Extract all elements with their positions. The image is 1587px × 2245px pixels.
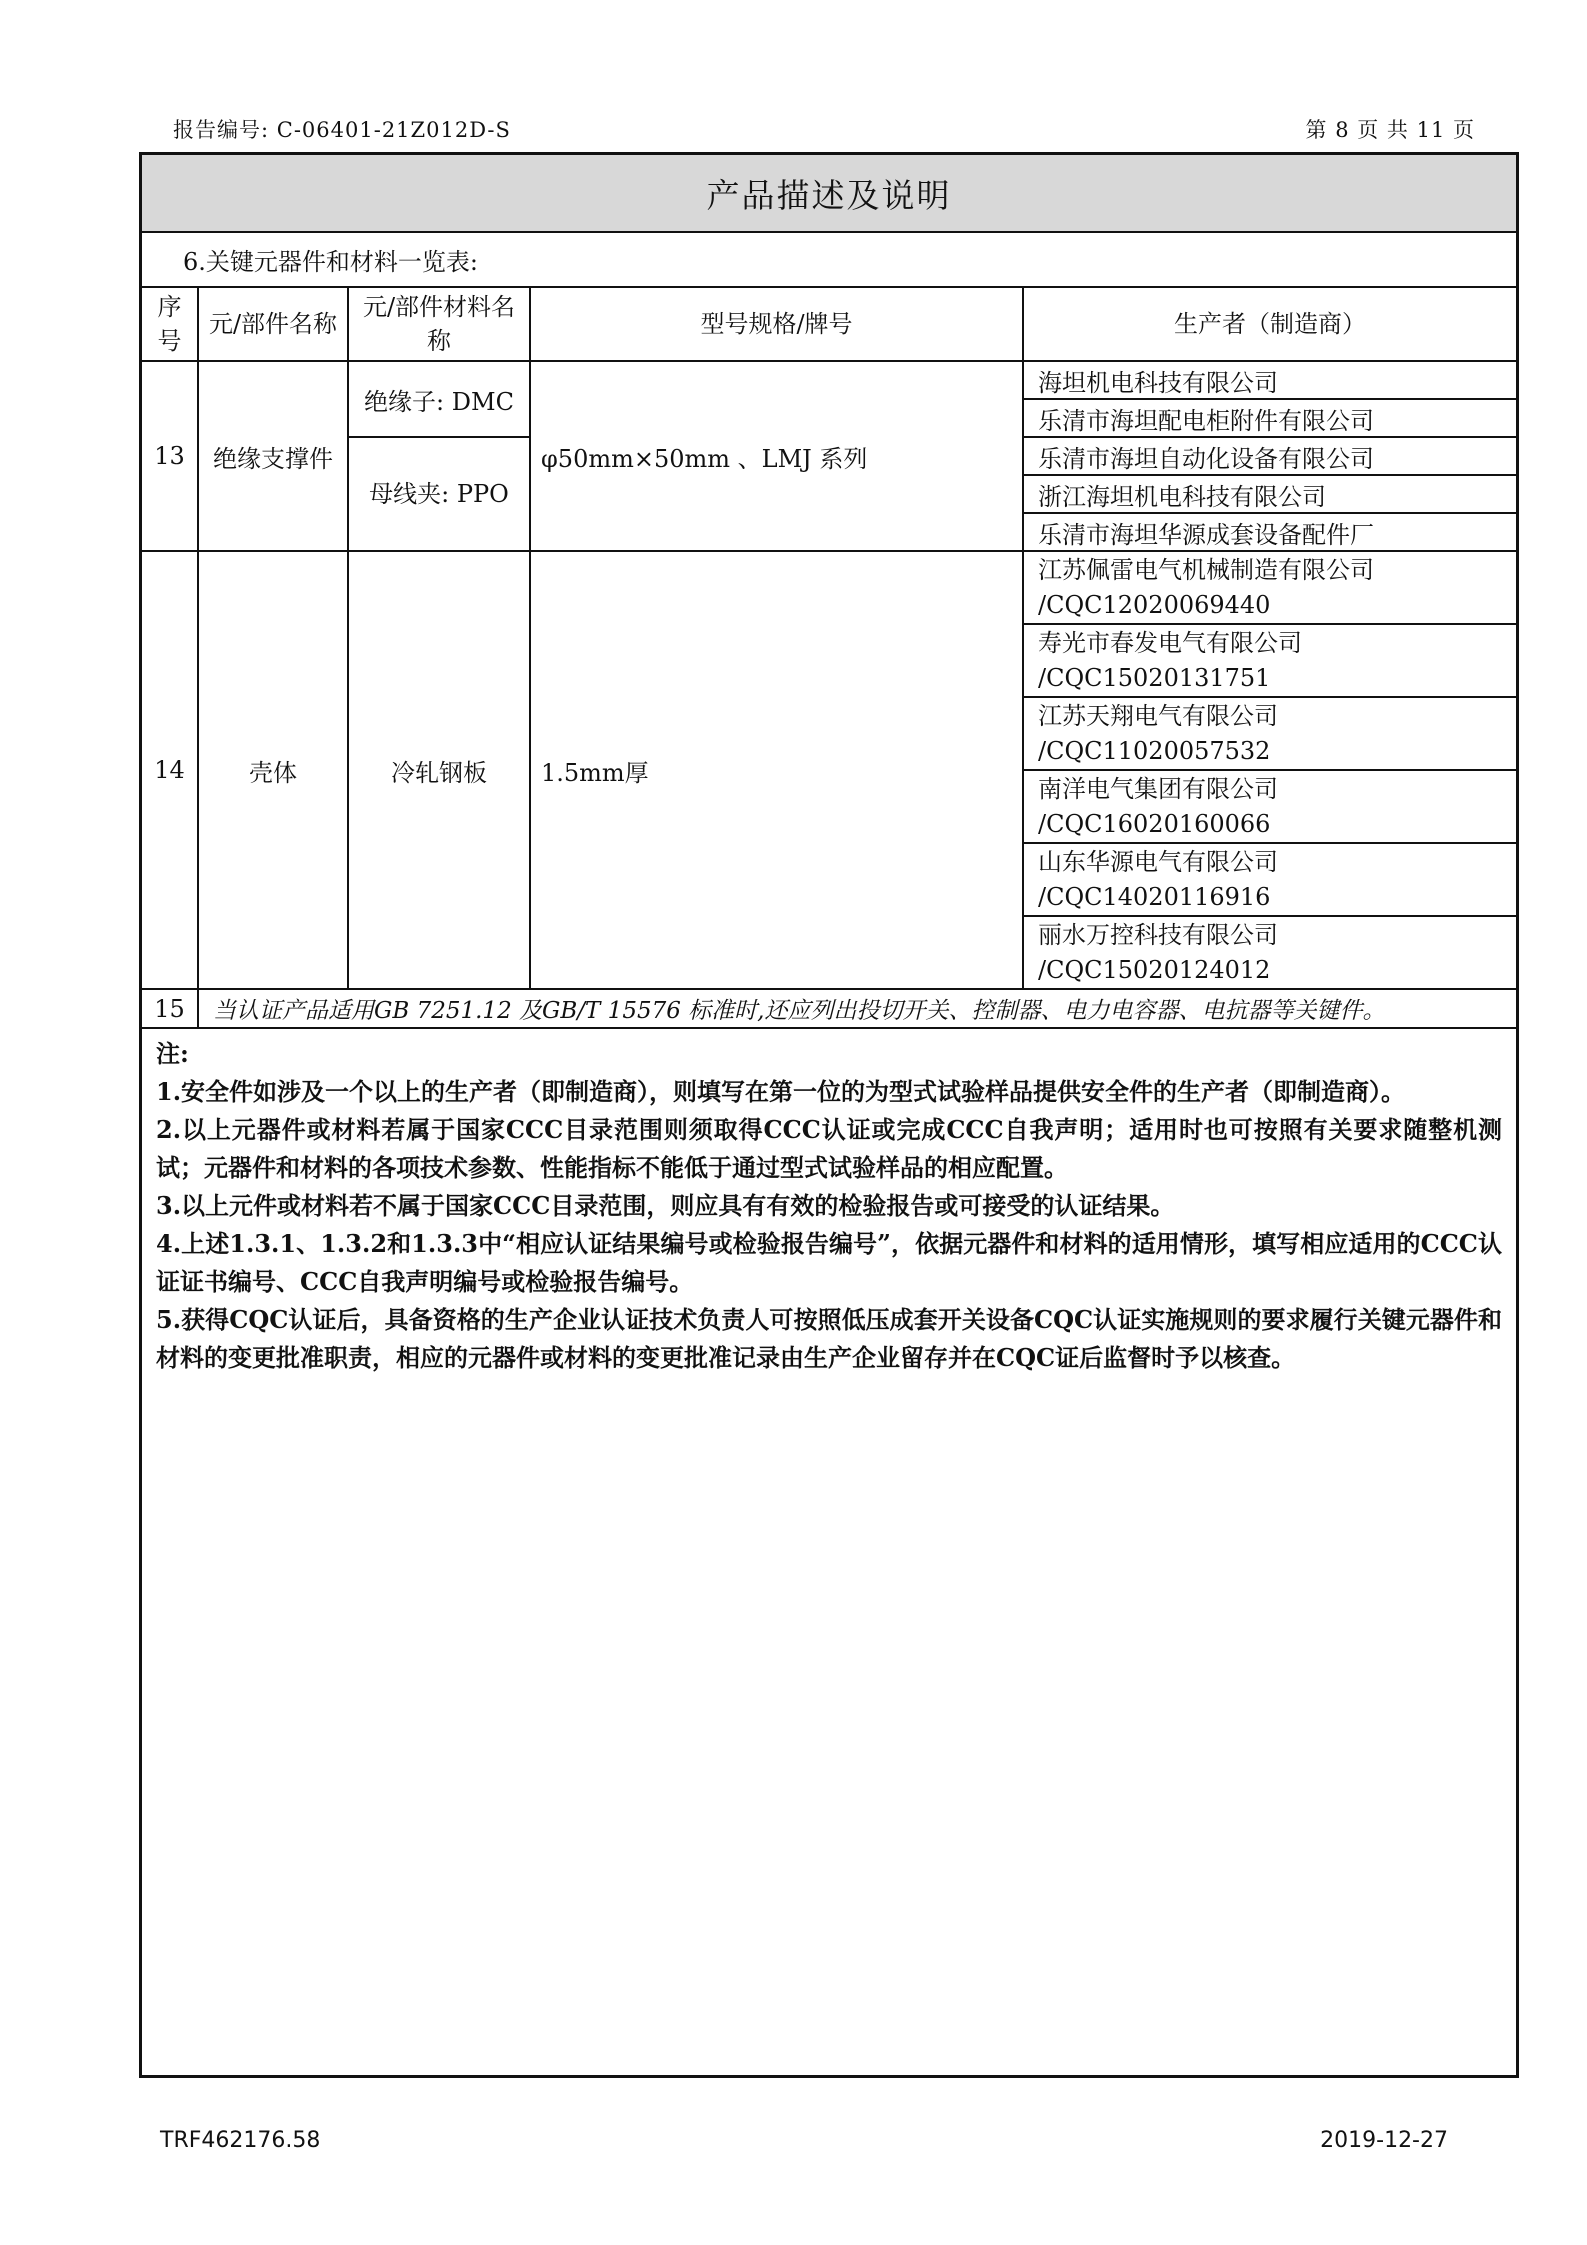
manufacturer-cert: /CQC16020160066 — [1038, 809, 1271, 838]
table-header-row — [142, 288, 1516, 361]
header-manufacturer: 生产者（制造商） — [1023, 288, 1516, 361]
manufacturer: 乐清市海坦自动化设备有限公司 — [1023, 437, 1516, 475]
row-seq: 15 — [142, 989, 198, 1028]
manufacturer: 浙江海坦机电科技有限公司 — [1023, 475, 1516, 513]
note-item: 4.上述1.3.1、1.3.2和1.3.3中“相应认证结果编号或检验报告编号”，依据元器件和材料的适用情形，填写相应适用的CCC认证证书编号、CCC自我声明编号或检验报告编号。 — [156, 1229, 1502, 1296]
table-row — [142, 551, 1516, 624]
row-component: 壳体 — [198, 551, 348, 989]
components-table — [142, 288, 1516, 1029]
note-item: 2.以上元器件或材料若属于国家CCC目录范围则须取得CCC认证或完成CCC自我声明；适用时也可按照有关要求随整机测试；元器件和材料的各项技术参数、性能指标不能低于通过型式试验样品的相应配置。 — [156, 1115, 1502, 1182]
report-number: 报告编号: C-06401-21Z012D-S — [173, 118, 511, 142]
row-component: 绝缘支撑件 — [198, 361, 348, 551]
manufacturer-name: 南洋电气集团有限公司 — [1038, 774, 1278, 803]
row-material: 绝缘子: DMC — [348, 361, 530, 437]
document-frame — [139, 152, 1519, 2078]
manufacturer — [1023, 697, 1516, 770]
manufacturer: 海坦机电科技有限公司 — [1023, 361, 1516, 399]
note-item: 1.安全件如涉及一个以上的生产者（即制造商），则填写在第一位的为型式试验样品提供安全件的生产者（即制造商）。 — [156, 1077, 1406, 1106]
manufacturer-cert: /CQC11020057532 — [1038, 736, 1271, 765]
manufacturer — [1023, 843, 1516, 916]
manufacturer-cert: /CQC14020116916 — [1038, 882, 1271, 911]
manufacturer-name: 江苏佩雷电气机械制造有限公司 — [1038, 555, 1374, 584]
manufacturer-name: 江苏天翔电气有限公司 — [1038, 701, 1278, 730]
footer-date: 2019-12-27 — [1320, 2128, 1448, 2153]
manufacturer-cert: /CQC12020069440 — [1038, 590, 1271, 619]
table-row — [142, 361, 1516, 399]
note-item: 3.以上元件或材料若不属于国家CCC目录范围，则应具有有效的检验报告或可接受的认证结果。 — [156, 1191, 1175, 1220]
manufacturer-name: 寿光市春发电气有限公司 — [1038, 628, 1302, 657]
header-seq: 序号 — [142, 288, 198, 361]
manufacturer — [1023, 770, 1516, 843]
section-heading: 6.关键元器件和材料一览表: — [142, 233, 1516, 288]
manufacturer-name: 丽水万控科技有限公司 — [1038, 920, 1278, 949]
page-indicator: 第 8 页 共 11 页 — [1305, 118, 1475, 142]
manufacturer-name: 山东华源电气有限公司 — [1038, 847, 1278, 876]
header-component: 元/部件名称 — [198, 288, 348, 361]
manufacturer — [1023, 624, 1516, 697]
row-note: 当认证产品适用GB 7251.12 及GB/T 15576 标准时,还应列出投切开关、控制器、电力电容器、电抗器等关键件。 — [198, 989, 1516, 1028]
notes-label: 注: — [156, 1039, 189, 1068]
header-material: 元/部件材料名称 — [348, 288, 530, 361]
manufacturer-cert: /CQC15020124012 — [1038, 955, 1271, 984]
row-seq: 13 — [142, 361, 198, 551]
table-row — [142, 989, 1516, 1028]
manufacturer — [1023, 551, 1516, 624]
manufacturer — [1023, 916, 1516, 989]
form-number: TRF462176.58 — [160, 2128, 321, 2153]
row-material: 母线夹: PPO — [348, 437, 530, 551]
row-seq: 14 — [142, 551, 198, 989]
header-model: 型号规格/牌号 — [530, 288, 1023, 361]
row-material: 冷轧钢板 — [348, 551, 530, 989]
note-item: 5.获得CQC认证后，具备资格的生产企业认证技术负责人可按照低压成套开关设备CQC认证实施规则的要求履行关键元器件和材料的变更批准职责，相应的元器件或材料的变更批准记录由生产企业留存并在CQC证后监督时予以核查。 — [156, 1305, 1502, 1372]
page-title: 产品描述及说明 — [142, 155, 1516, 233]
manufacturer: 乐清市海坦华源成套设备配件厂 — [1023, 513, 1516, 551]
notes-section — [142, 1029, 1516, 1377]
row-model: φ50mm×50mm 、LMJ 系列 — [530, 361, 1023, 551]
manufacturer: 乐清市海坦配电柜附件有限公司 — [1023, 399, 1516, 437]
manufacturer-cert: /CQC15020131751 — [1038, 663, 1271, 692]
row-model: 1.5mm厚 — [530, 551, 1023, 989]
